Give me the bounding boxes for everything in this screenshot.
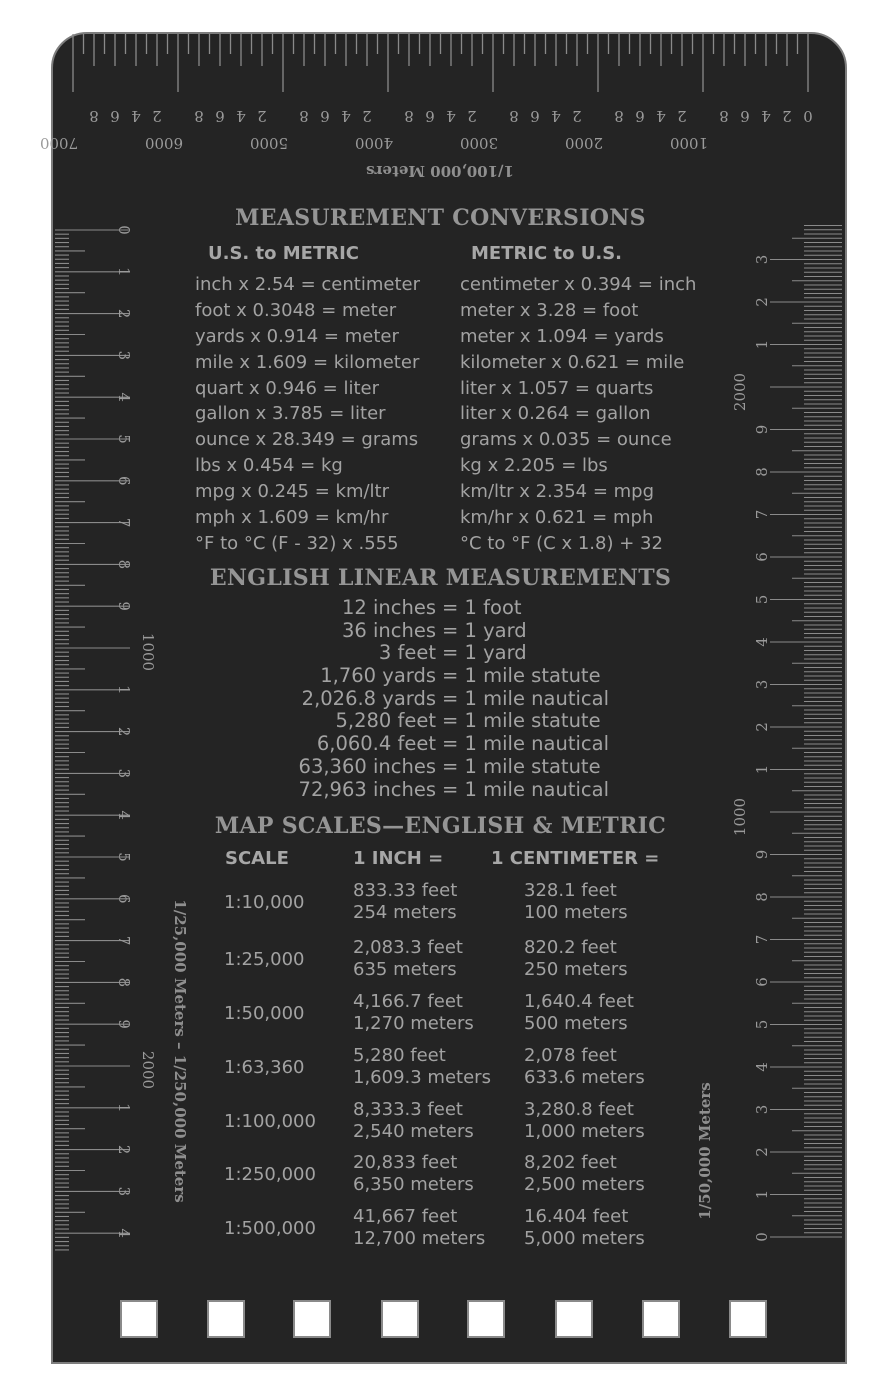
map-scale-inch-line: 1,270 meters bbox=[353, 1013, 474, 1034]
top-ruler-minor-label: 2 bbox=[362, 107, 372, 125]
map-scale-cm-cell bbox=[524, 1045, 645, 1089]
left-ruler-caption: 1/25,000 Meters – 1/250,000 Meters bbox=[171, 899, 189, 1203]
left-ruler-label: 9 bbox=[115, 601, 133, 611]
left-ruler-label: 4 bbox=[115, 1228, 133, 1238]
metric-to-us-list bbox=[460, 272, 696, 557]
conversions-title: MEASUREMENT CONVERSIONS bbox=[235, 205, 646, 231]
map-scale-value: 1:500,000 bbox=[224, 1218, 316, 1239]
top-ruler-minor-label: 4 bbox=[131, 107, 141, 125]
english-linear-row bbox=[0, 710, 881, 733]
left-ruler-label: 1 bbox=[115, 685, 133, 695]
top-ruler-major-label: 7000 bbox=[39, 134, 79, 152]
right-ruler-label: 8 bbox=[753, 892, 771, 902]
metric-to-us-header: METRIC to U.S. bbox=[471, 243, 623, 264]
top-ruler-minor-label: 8 bbox=[719, 107, 729, 125]
top-ruler-major-label: 2000 bbox=[564, 134, 604, 152]
top-ruler-major-label: 3000 bbox=[459, 134, 499, 152]
top-ruler-minor-label: 6 bbox=[635, 107, 645, 125]
top-ruler-minor-label: 2 bbox=[257, 107, 267, 125]
left-ruler-label: 9 bbox=[115, 1019, 133, 1029]
left-ruler-label: 0 bbox=[115, 225, 133, 235]
right-ruler-label: 6 bbox=[753, 977, 771, 987]
top-ruler-minor-label: 6 bbox=[425, 107, 435, 125]
map-scale-cm-line: 16.404 feet bbox=[524, 1206, 629, 1227]
map-scale-cm-line: 1,640.4 feet bbox=[524, 991, 634, 1012]
map-scale-value: 1:25,000 bbox=[224, 949, 305, 970]
english-linear-right: = 1 yard bbox=[442, 618, 527, 642]
scale-column-header: SCALE bbox=[225, 848, 289, 869]
right-ruler-label: 7 bbox=[753, 509, 771, 520]
right-ruler-label: 6 bbox=[753, 552, 771, 562]
us-to-metric-item: inch x 2.54 = centimeter bbox=[195, 274, 420, 295]
top-ruler-major-label: 6000 bbox=[144, 134, 184, 152]
map-scale-cm-line: 8,202 feet bbox=[524, 1152, 617, 1173]
english-linear-right: = 1 mile statute bbox=[442, 709, 601, 733]
map-scale-inch-line: 1,609.3 meters bbox=[353, 1067, 491, 1088]
map-scale-inch-line: 635 meters bbox=[353, 959, 457, 980]
english-linear-left: 72,963 inches bbox=[298, 777, 436, 801]
map-scale-cm-line: 1,000 meters bbox=[524, 1121, 645, 1142]
top-ruler-minor-label: 8 bbox=[404, 107, 414, 125]
map-scale-inch-cell bbox=[353, 1152, 474, 1196]
right-ruler-label: 2000 bbox=[731, 372, 749, 412]
english-linear-right: = 1 mile nautical bbox=[442, 777, 609, 801]
left-ruler-label: 2 bbox=[115, 308, 133, 319]
map-scale-cm-line: 2,500 meters bbox=[524, 1174, 645, 1195]
map-scale-cm-cell bbox=[524, 1152, 645, 1196]
left-ruler-label: 8 bbox=[115, 977, 133, 988]
us-to-metric-list bbox=[195, 272, 420, 557]
metric-to-us-item: °C to °F (C x 1.8) + 32 bbox=[460, 532, 663, 554]
left-ruler-label: 3 bbox=[115, 768, 133, 779]
top-ruler-minor-label: 6 bbox=[530, 107, 540, 125]
top-ruler-minor-label: 4 bbox=[236, 107, 246, 125]
binder-hole bbox=[555, 1300, 593, 1338]
map-scale-inch-line: 20,833 feet bbox=[353, 1152, 458, 1173]
metric-to-us-item: kilometer x 0.621 = mile bbox=[460, 351, 685, 373]
binder-hole bbox=[293, 1300, 331, 1338]
map-scale-inch-cell bbox=[353, 937, 463, 981]
right-ruler-label: 0 bbox=[753, 1232, 771, 1242]
english-linear-left: 6,060.4 feet bbox=[316, 732, 436, 756]
map-scale-inch-cell bbox=[353, 880, 457, 924]
top-ruler-minor-label: 8 bbox=[89, 107, 99, 125]
map-scale-inch-line: 833.33 feet bbox=[353, 880, 458, 901]
us-to-metric-item: gallon x 3.785 = liter bbox=[195, 403, 386, 425]
us-to-metric-item: foot x 0.3048 = meter bbox=[195, 299, 397, 321]
top-ruler-major-label: 1000 bbox=[669, 134, 709, 152]
right-ruler-label: 7 bbox=[753, 934, 771, 945]
top-ruler-minor-label: 4 bbox=[446, 107, 456, 125]
right-ruler-label: 1 bbox=[753, 339, 771, 350]
metric-to-us-item: centimeter x 0.394 = inch bbox=[460, 274, 697, 295]
left-ruler-label: 1 bbox=[115, 267, 133, 277]
binder-hole bbox=[642, 1300, 680, 1338]
map-scale-cm-line: 820.2 feet bbox=[524, 937, 617, 958]
english-linear-row bbox=[0, 688, 881, 711]
metric-to-us-item: km/ltr x 2.354 = mpg bbox=[460, 481, 655, 503]
map-scale-cm-line: 2,078 feet bbox=[524, 1045, 617, 1066]
right-ruler-label: 8 bbox=[753, 467, 771, 477]
right-ruler-label: 3 bbox=[753, 254, 771, 265]
top-ruler-minor-label: 2 bbox=[152, 107, 162, 125]
top-ruler-minor-label: 2 bbox=[467, 107, 477, 125]
right-ruler-label: 9 bbox=[753, 424, 771, 435]
english-linear-row bbox=[0, 779, 881, 802]
us-to-metric-item: lbs x 0.454 = kg bbox=[195, 455, 343, 477]
map-scale-cm-cell bbox=[524, 1206, 645, 1250]
map-scale-cm-cell bbox=[524, 880, 628, 924]
metric-to-us-item: km/hr x 0.621 = mph bbox=[460, 507, 654, 529]
map-scale-inch-line: 254 meters bbox=[353, 902, 457, 923]
metric-to-us-item: liter x 0.264 = gallon bbox=[460, 403, 651, 425]
top-ruler-minor-label: 6 bbox=[215, 107, 225, 125]
map-scale-inch-line: 12,700 meters bbox=[353, 1228, 486, 1249]
english-linear-row bbox=[0, 642, 881, 665]
right-ruler-label: 3 bbox=[753, 1104, 771, 1115]
left-ruler-label: 6 bbox=[115, 894, 133, 904]
map-scale-value: 1:63,360 bbox=[224, 1057, 305, 1078]
top-ruler-minor-label: 8 bbox=[509, 107, 519, 125]
binder-hole bbox=[381, 1300, 419, 1338]
us-to-metric-item: mpg x 0.245 = km/ltr bbox=[195, 481, 390, 503]
english-linear-right: = 1 yard bbox=[442, 641, 527, 665]
english-linear-left: 1,760 yards bbox=[320, 664, 436, 688]
right-ruler-label: 4 bbox=[753, 1062, 771, 1072]
right-ruler-label: 9 bbox=[753, 849, 771, 860]
top-ruler-minor-label: 2 bbox=[572, 107, 582, 125]
english-linear-title: ENGLISH LINEAR MEASUREMENTS bbox=[209, 565, 672, 591]
left-ruler-label: 8 bbox=[115, 559, 133, 570]
top-ruler-minor-label: 6 bbox=[110, 107, 120, 125]
metric-to-us-item: kg x 2.205 = lbs bbox=[460, 455, 608, 477]
us-to-metric-item: mph x 1.609 = km/hr bbox=[195, 507, 389, 529]
us-to-metric-item: ounce x 28.349 = grams bbox=[195, 429, 419, 451]
right-ruler-caption: 1/50,000 Meters bbox=[696, 1082, 714, 1220]
us-to-metric-item: quart x 0.946 = liter bbox=[195, 377, 380, 399]
english-linear-row bbox=[0, 665, 881, 688]
left-ruler-label: 3 bbox=[115, 350, 133, 361]
top-ruler-minor-label: 2 bbox=[782, 107, 792, 125]
map-scale-cm-line: 3,280.8 feet bbox=[524, 1099, 634, 1120]
map-scale-value: 1:250,000 bbox=[224, 1164, 316, 1185]
centimeter-column-header: 1 CENTIMETER = bbox=[491, 848, 660, 869]
right-ruler-label: 1000 bbox=[731, 797, 749, 837]
map-scale-cm-cell bbox=[524, 1099, 645, 1143]
binder-hole bbox=[729, 1300, 767, 1338]
english-linear-right: = 1 mile nautical bbox=[442, 686, 609, 710]
map-scale-inch-line: 2,083.3 feet bbox=[353, 937, 463, 958]
us-to-metric-header: U.S. to METRIC bbox=[208, 243, 360, 264]
map-scale-inch-cell bbox=[353, 991, 474, 1035]
binder-hole bbox=[467, 1300, 505, 1338]
top-ruler-minor-label: 4 bbox=[341, 107, 351, 125]
english-linear-right: = 1 mile nautical bbox=[442, 732, 609, 756]
us-to-metric-item: °F to °C (F - 32) x .555 bbox=[195, 532, 399, 554]
english-linear-list bbox=[0, 594, 881, 801]
left-ruler-label: 4 bbox=[115, 810, 133, 820]
english-linear-left: 63,360 inches bbox=[298, 754, 436, 778]
metric-to-us-item: grams x 0.035 = ounce bbox=[460, 429, 672, 451]
metric-to-us-item: liter x 1.057 = quarts bbox=[460, 377, 654, 399]
map-scale-value: 1:100,000 bbox=[224, 1111, 316, 1132]
map-scale-cm-cell bbox=[524, 991, 634, 1035]
map-scale-inch-line: 6,350 meters bbox=[353, 1174, 474, 1195]
english-linear-row bbox=[0, 756, 881, 779]
right-ruler-label: 4 bbox=[753, 637, 771, 647]
english-linear-left: 12 inches bbox=[341, 596, 436, 619]
metric-to-us-item: meter x 3.28 = foot bbox=[460, 299, 639, 321]
left-ruler-label: 2 bbox=[115, 726, 133, 737]
english-linear-left: 5,280 feet bbox=[335, 709, 436, 733]
us-to-metric-item: mile x 1.609 = kilometer bbox=[195, 351, 420, 373]
inch-column-header: 1 INCH = bbox=[353, 848, 444, 869]
map-scale-cm-line: 328.1 feet bbox=[524, 880, 617, 901]
top-ruler-minor-label: 4 bbox=[551, 107, 561, 125]
map-scale-inch-cell bbox=[353, 1045, 491, 1089]
top-ruler-minor-label: 4 bbox=[761, 107, 771, 125]
english-linear-right: = 1 foot bbox=[442, 596, 522, 619]
map-scale-cm-line: 100 meters bbox=[524, 902, 628, 923]
english-linear-row bbox=[0, 733, 881, 756]
metric-to-us-item: meter x 1.094 = yards bbox=[460, 325, 664, 347]
top-ruler-minor-label: 6 bbox=[320, 107, 330, 125]
left-ruler-label: 3 bbox=[115, 1186, 133, 1197]
map-scale-inch-line: 8,333.3 feet bbox=[353, 1099, 463, 1120]
top-ruler-caption: 1/100,000 Meters bbox=[366, 162, 514, 180]
top-ruler-minor-label: 2 bbox=[677, 107, 687, 125]
left-ruler-label: 2000 bbox=[139, 1050, 157, 1090]
map-scale-cm-line: 633.6 meters bbox=[524, 1067, 645, 1088]
map-scale-inch-cell bbox=[353, 1099, 474, 1143]
top-ruler-minor-label: 6 bbox=[740, 107, 750, 125]
map-scale-inch-line: 5,280 feet bbox=[353, 1045, 446, 1066]
english-linear-row bbox=[0, 594, 881, 620]
left-ruler-label: 1 bbox=[115, 1103, 133, 1113]
us-to-metric-item: yards x 0.914 = meter bbox=[195, 325, 399, 347]
left-ruler-label: 4 bbox=[115, 392, 133, 402]
binder-hole bbox=[207, 1300, 245, 1338]
left-ruler-label: 7 bbox=[115, 517, 133, 528]
left-ruler-label: 6 bbox=[115, 476, 133, 486]
top-ruler-minor-label: 4 bbox=[656, 107, 666, 125]
left-ruler-label: 1000 bbox=[139, 632, 157, 672]
map-scale-inch-line: 41,667 feet bbox=[353, 1206, 458, 1227]
right-ruler-label: 5 bbox=[753, 594, 771, 605]
left-ruler-label: 2 bbox=[115, 1144, 133, 1155]
top-ruler-major-label: 4000 bbox=[354, 134, 394, 152]
left-ruler-label: 5 bbox=[115, 434, 133, 444]
right-ruler-label: 3 bbox=[753, 679, 771, 690]
left-ruler-label: 7 bbox=[115, 935, 133, 946]
binder-hole bbox=[120, 1300, 158, 1338]
map-scale-cm-cell bbox=[524, 937, 628, 981]
right-ruler-label: 2 bbox=[753, 297, 771, 307]
top-ruler-minor-label: 8 bbox=[299, 107, 309, 125]
map-scale-cm-line: 5,000 meters bbox=[524, 1228, 645, 1249]
english-linear-right: = 1 mile statute bbox=[442, 664, 601, 688]
right-ruler-label: 2 bbox=[753, 722, 771, 732]
top-ruler-zero-label: 0 bbox=[803, 107, 813, 125]
right-ruler-label: 5 bbox=[753, 1019, 771, 1030]
top-ruler-minor-label: 8 bbox=[194, 107, 204, 125]
top-ruler-major-label: 5000 bbox=[249, 134, 289, 152]
english-linear-row bbox=[0, 620, 881, 643]
map-scale-value: 1:10,000 bbox=[224, 892, 305, 913]
english-linear-right: = 1 mile statute bbox=[442, 754, 601, 778]
english-linear-left: 3 feet bbox=[378, 641, 436, 665]
map-scale-value: 1:50,000 bbox=[224, 1003, 305, 1024]
top-ruler-minor-label: 8 bbox=[614, 107, 624, 125]
map-scale-cm-line: 250 meters bbox=[524, 959, 628, 980]
left-ruler-label: 5 bbox=[115, 852, 133, 862]
map-scale-cm-line: 500 meters bbox=[524, 1013, 628, 1034]
right-ruler-label: 1 bbox=[753, 764, 771, 775]
map-scale-inch-line: 4,166.7 feet bbox=[353, 991, 463, 1012]
right-ruler-label: 2 bbox=[753, 1147, 771, 1157]
right-ruler-label: 1 bbox=[753, 1189, 771, 1200]
map-scales-title: MAP SCALES—ENGLISH & METRIC bbox=[214, 813, 667, 839]
english-linear-left: 36 inches bbox=[341, 618, 436, 642]
map-scale-inch-cell bbox=[353, 1206, 485, 1250]
english-linear-left: 2,026.8 yards bbox=[301, 686, 436, 710]
map-scale-inch-line: 2,540 meters bbox=[353, 1121, 474, 1142]
